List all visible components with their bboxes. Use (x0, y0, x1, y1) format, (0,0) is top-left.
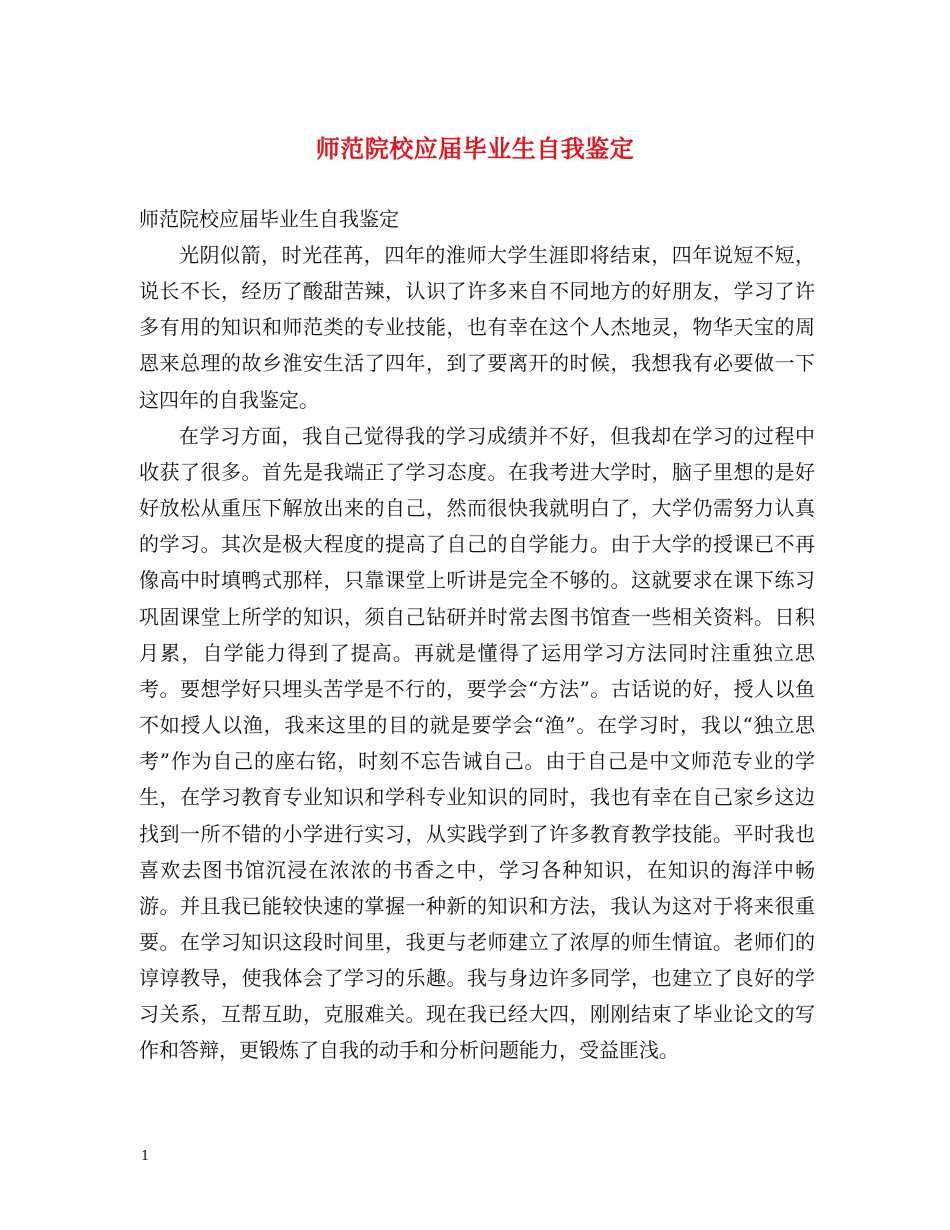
document-subtitle: 师范院校应届毕业生自我鉴定 (139, 207, 399, 231)
paragraph-study: 在学习方面，我自己觉得我的学习成绩并不好，但我却在学习的过程中收获了很多。首先是我端正了学习态度。在我考进大学时，脑子里想的是好好放松从重压下解放出来的自己，然而很快我就明白了，大学仍需努力认真的学习。其次是极大程度的提高了自己的自学能力。由于大学的授课已不再像高中时填鸭式那样，只靠课堂上听讲是完全不够的。这就要求在课下练习巩固课堂上所学的知识，须自己钻研并时常去图书馆查一些相关资料。日积月累，自学能力得到了提高。再就是懂得了运用学习方法同时注重独立思考。要想学好只埋头苦学是不行的，要学会“方法”。古话说的好，授人以鱼不如授人以渔，我来这里的目的就是要学会“渔”。在学习时，我以“独立思考”作为自己的座右铭，时刻不忘告诫自己。由于自己是中文师范专业的学生，在学习教育专业知识和学科专业知识的同时，我也有幸在自己家乡这边找到一所不错的小学进行实习，从实践学到了许多教育教学技能。平时我也喜欢去图书馆沉浸在浓浓的书香之中，学习各种知识，在知识的海洋中畅游。并且我已能较快速的掌握一种新的知识和方法，我认为这对于将来很重要。在学习知识这段时间里，我更与老师建立了浓厚的师生情谊。老师们的谆谆教导，使我体会了学习的乐趣。我与身边许多同学，也建立了良好的学习关系，互帮互助，克服难关。现在我已经大四，刚刚结束了毕业论文的写作和答辩，更锻炼了自我的动手和分析问题能力，受益匪浅。 (139, 423, 815, 1063)
document-body (139, 237, 815, 1069)
page-number: 1 (141, 1149, 150, 1164)
document-title: 师范院校应届毕业生自我鉴定 (315, 134, 635, 163)
paragraph-intro: 光阴似箭，时光荏苒，四年的淮师大学生涯即将结束，四年说短不短，说长不长，经历了酸甜苦辣，认识了许多来自不同地方的好朋友，学习了许多有用的知识和师范类的专业技能，也有幸在这个人杰地灵，物华天宝的周恩来总理的故乡淮安生活了四年，到了要离开的时候，我想我有必要做一下这四年的自我鉴定。 (139, 243, 815, 412)
